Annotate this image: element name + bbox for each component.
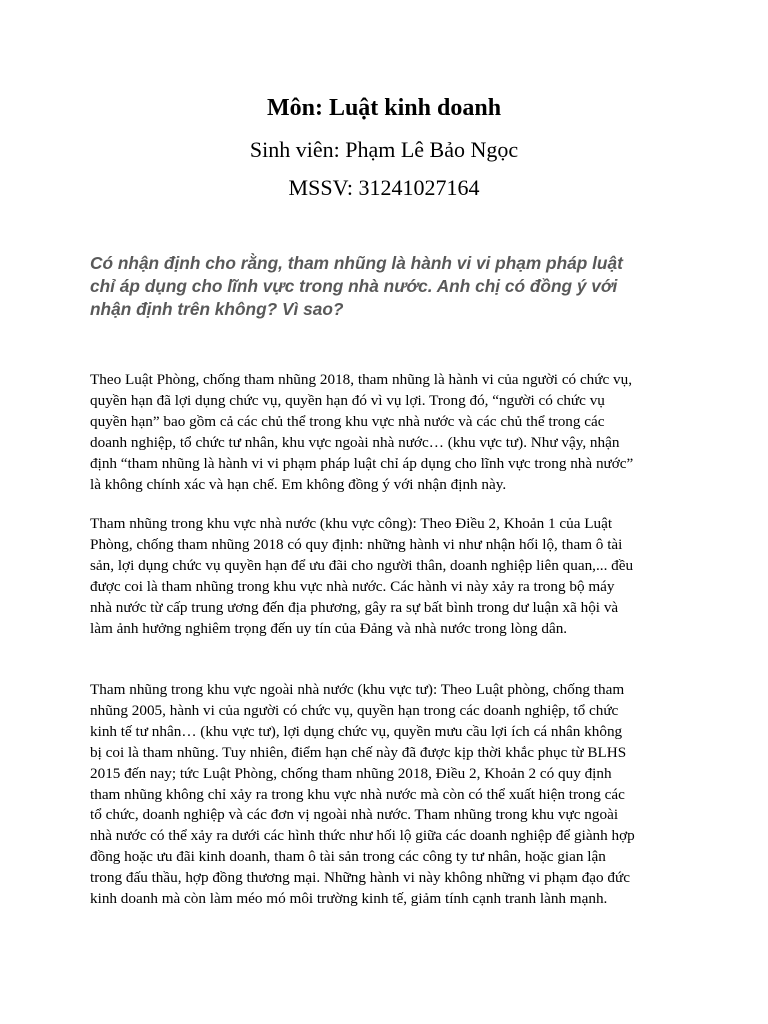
paragraph-line: quyền hạn” bao gồm cả các chủ thể trong khu vực nhà nước và các chủ thể trong các — [90, 412, 605, 430]
paragraph-line: làm ảnh hưởng nghiêm trọng đến uy tín của Đảng và nhà nước trong lòng dân. — [90, 619, 568, 637]
paragraph-line: doanh nghiệp, tổ chức tư nhân, khu vực ngoài nhà nước… (khu vực tư). Như vậy, nhận — [90, 433, 620, 451]
paragraph-line: kinh doanh mà còn làm méo mó môi trường kinh tế, giảm tính cạnh tranh lành mạnh. — [90, 890, 608, 908]
paragraph-line: Phòng, chống tham nhũng 2018 có quy định: những hành vi như nhận hối lộ, tham ô tài — [90, 535, 623, 553]
question-line: chỉ áp dụng cho lĩnh vực trong nhà nước. Anh chị có đồng ý với — [90, 276, 618, 296]
paragraph-line: là không chính xác và hạn chế. Em không đồng ý với nhận định này. — [90, 475, 507, 493]
paragraph-private-sector — [90, 680, 680, 910]
paragraph-line: nhũng 2005, hành vi của người có chức vụ, quyền hạn trong các doanh nghiệp, tổ chức — [90, 701, 619, 719]
paragraph-line: đồng hoặc ưu đãi kinh doanh, tham ô tài sản trong các công ty tư nhân, hoặc gian lận — [90, 848, 606, 866]
paragraph-line: Tham nhũng trong khu vực nhà nước (khu vực công): Theo Điều 2, Khoản 1 của Luật — [90, 515, 613, 532]
paragraph-line: nhà nước có thể xảy ra dưới các hình thức như hối lộ giữa các doanh nghiệp để giành hợp — [90, 827, 635, 845]
paragraph-line: được coi là tham nhũng trong khu vực nhà nước. Các hành vi này xảy ra trong bộ máy — [90, 577, 615, 595]
paragraph-line: kinh tế tư nhân… (khu vực tư), lợi dụng chức vụ, quyền mưu cầu lợi ích cá nhân không — [90, 722, 623, 740]
paragraph-definition — [90, 370, 680, 495]
paragraph-line: tổ chức, doanh nghiệp và các đơn vị ngoài nhà nước. Tham nhũng trong khu vực ngoài — [90, 806, 619, 824]
paragraph-line: sản, lợi dụng chức vụ quyền hạn để ưu đãi cho người thân, doanh nghiệp liên quan,... đều — [90, 556, 634, 574]
question-line: Có nhận định cho rằng, tham nhũng là hành vi vi phạm pháp luật — [90, 253, 623, 273]
paragraph-line: bị coi là tham nhũng. Tuy nhiên, điểm hạn chế này đã được kịp thời khắc phục từ BLHS — [90, 743, 627, 761]
paragraph-line: trong đấu thầu, hợp đồng thương mại. Những hành vi này không những vi phạm đạo đức — [90, 869, 630, 887]
paragraph-line: Theo Luật Phòng, chống tham nhũng 2018, tham nhũng là hành vi của người có chức vụ, — [90, 371, 633, 388]
question-text — [90, 252, 690, 321]
paragraph-line: nhà nước từ cấp trung ương đến địa phương, gây ra sự bất bình trong dư luận xã hội và — [90, 598, 619, 616]
paragraph-line: định “tham nhũng là hành vi vi phạm pháp luật chỉ áp dụng cho lĩnh vực trong nhà nước” — [90, 454, 634, 472]
paragraph-public-sector — [90, 514, 680, 639]
paragraph-line: 2015 đến nay; tức Luật Phòng, chống tham nhũng 2018, Điều 2, Khoản 2 có quy định — [90, 764, 612, 782]
student-name: Sinh viên: Phạm Lê Bảo Ngọc — [249, 137, 519, 162]
paragraph-line: quyền hạn đã lợi dụng chức vụ, quyền hạn đó vì vụ lợi. Trong đó, “người có chức vụ — [90, 391, 605, 409]
paragraph-line: Tham nhũng trong khu vực ngoài nhà nước (khu vực tư): Theo Luật phòng, chống tham — [90, 681, 625, 698]
question-line: nhận định trên không? Vì sao? — [90, 299, 344, 319]
document-title: Môn: Luật kinh doanh — [266, 95, 502, 121]
student-id: MSSV: 31241027164 — [288, 175, 480, 200]
paragraph-line: tham nhũng không chỉ xảy ra trong khu vực nhà nước mà còn có thể xuất hiện trong các — [90, 785, 625, 803]
